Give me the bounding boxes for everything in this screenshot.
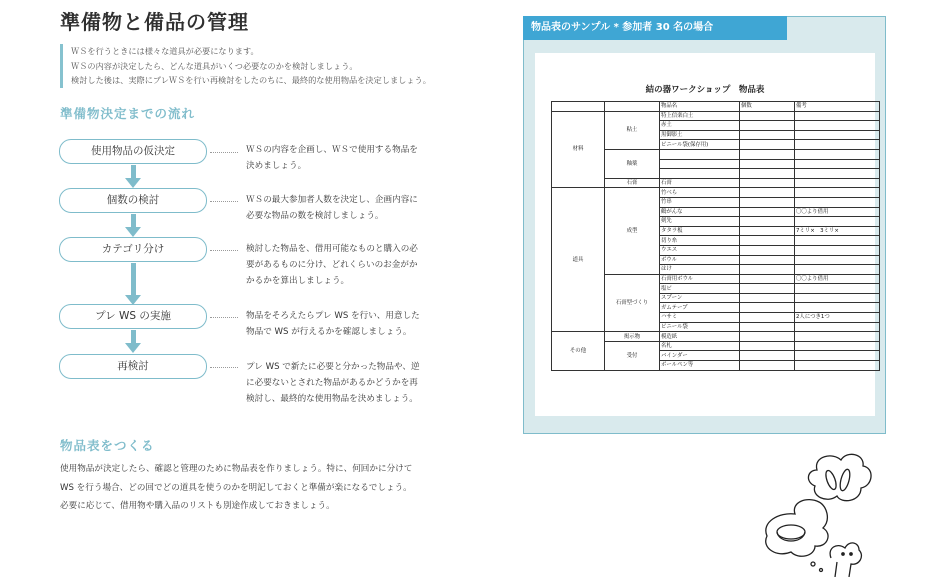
page-title: 準備物と備品の管理 [60, 10, 249, 34]
note-cell [795, 341, 880, 351]
note-cell [795, 265, 880, 275]
count-cell [740, 313, 795, 323]
note-cell [795, 121, 880, 131]
flow-arrow [131, 263, 136, 297]
intro-line: 検討した後は、実際にプレＷＳを行い再検討をしたのちに、最終的な使用物品を決定しましょう。 [71, 75, 431, 85]
subcategory-cell: 釉薬 [605, 149, 660, 178]
spatula-icon [838, 468, 851, 491]
note-cell [795, 197, 880, 207]
count-cell [740, 303, 795, 313]
count-cell [740, 255, 795, 265]
bowl-icon [777, 525, 805, 539]
flow-step-description: ＷＳの最大参加者人数を決定し、企画内容に必要な物品の数を検討しましょう。 [246, 195, 418, 221]
text-line: 必要に応じて、借用物や購入品のリストも別途作成しておきましょう。 [60, 501, 335, 511]
item-cell: 竹べら [660, 188, 740, 198]
flow-step-provisional-decision: 使用物品の仮決定 [59, 139, 207, 164]
text-line: 使用物品が決定したら、確認と管理のために物品表を作りましょう。特に、何回かに分けて [60, 464, 413, 474]
category-cell: 道具 [552, 188, 605, 332]
flow-step-description: プレ WS で新たに必要と分かった物品や、逆に必要ないとされた物品があるかどうかを再検討し、最終的な使用物品を決めましょう。 [246, 362, 420, 404]
item-cell: 石膏用ボウル [660, 274, 740, 284]
subcategory-cell: 掲示物 [605, 332, 660, 342]
subcategory-cell: 石膏型づくり [605, 274, 660, 332]
item-cell: 塩ビ [660, 284, 740, 294]
table-cell [605, 102, 660, 112]
note-cell [795, 255, 880, 265]
subcategory-cell: 成型 [605, 188, 660, 274]
flow-arrowhead [125, 227, 141, 237]
item-cell [660, 159, 740, 169]
note-cell [795, 245, 880, 255]
sheet-title: 結の器ワークショップ 物品表 [645, 85, 765, 95]
note-cell [795, 111, 880, 121]
item-cell: ボールペン等 [660, 361, 740, 371]
count-cell [740, 236, 795, 246]
item-cell [660, 149, 740, 159]
count-cell [740, 169, 795, 179]
count-cell [740, 274, 795, 284]
item-cell: バインダー [660, 351, 740, 361]
item-cell: ビニール袋 [660, 322, 740, 332]
count-cell [740, 217, 795, 227]
table-header-row [552, 102, 880, 112]
item-cell: 赤土 [660, 121, 740, 131]
item-cell [660, 169, 740, 179]
count-cell [740, 188, 795, 198]
item-cell: ハサミ [660, 313, 740, 323]
connector-line [210, 201, 238, 202]
intro-text [60, 44, 431, 88]
note-cell [795, 217, 880, 227]
count-cell [740, 121, 795, 131]
connector-line [210, 250, 238, 251]
count-cell [740, 130, 795, 140]
count-cell [740, 159, 795, 169]
dog-icon [830, 543, 861, 577]
intro-line: ＷＳの内容が決定したら、どんな道具がいくつ必要なのかを検討しましょう。 [71, 60, 358, 71]
flow-step-description: 検討した物品を、借用可能なものと購入の必要があるものに分け、どれくらいのお金がかかるかを算出しましょう。 [246, 244, 418, 286]
note-cell [795, 140, 880, 150]
goods-table [551, 101, 880, 371]
item-cell: 鶴がんな [660, 207, 740, 217]
item-cell: 切り糸 [660, 236, 740, 246]
flow-step-categorize: カテゴリ分け [59, 237, 207, 262]
spatula-icon [824, 469, 838, 491]
note-cell [795, 236, 880, 246]
count-cell [740, 265, 795, 275]
count-cell [740, 178, 795, 188]
note-cell [795, 293, 880, 303]
count-cell [740, 245, 795, 255]
list-section-text [60, 460, 412, 516]
item-cell: 剣先 [660, 217, 740, 227]
item-cell: タタラ板 [660, 226, 740, 236]
note-cell [795, 178, 880, 188]
category-cell: 材料 [552, 111, 605, 188]
flow-heading: 準備物決定までの流れ [60, 106, 196, 121]
count-cell [740, 140, 795, 150]
flow-step-reconsider: 再検討 [59, 354, 207, 379]
subcategory-cell: 粘土 [605, 111, 660, 149]
note-cell: 〇〇より借用 [795, 207, 880, 217]
item-cell: ウエス [660, 245, 740, 255]
item-cell: 模造紙 [660, 332, 740, 342]
count-cell [740, 226, 795, 236]
flow-step-pre-ws: プレ WS の実施 [59, 304, 207, 329]
connector-line [210, 367, 238, 368]
note-cell [795, 322, 880, 332]
count-cell [740, 322, 795, 332]
item-cell: 竹串 [660, 197, 740, 207]
subcategory-cell: 受付 [605, 341, 660, 370]
count-cell [740, 149, 795, 159]
note-cell [795, 130, 880, 140]
note-cell [795, 149, 880, 159]
item-cell: ビニール袋(保存用) [660, 140, 740, 150]
note-cell [795, 332, 880, 342]
column-header-note: 備考 [795, 102, 880, 112]
table-row [552, 111, 880, 121]
item-cell: ガムテープ [660, 303, 740, 313]
intro-line: ＷＳを行うときには様々な道具が必要になります。 [71, 46, 259, 56]
thought-bubble-icon [808, 454, 871, 500]
item-cell: 名札 [660, 341, 740, 351]
count-cell [740, 207, 795, 217]
item-cell: 特上信楽白土 [660, 111, 740, 121]
connector-line [210, 317, 238, 318]
flow-step-description: 物品をそろえたらプレ WS を行い、用意した物品で WS が行えるかを確認しましょう。 [246, 311, 420, 337]
count-cell [740, 197, 795, 207]
note-cell [795, 303, 880, 313]
note-cell [795, 351, 880, 361]
thinking-dog-illustration [755, 452, 905, 577]
table-row [552, 332, 880, 342]
connector-line [210, 152, 238, 153]
column-header-item: 物品名 [660, 102, 740, 112]
note-cell: 7ミリ× 3ミリ× [795, 226, 880, 236]
note-cell [795, 159, 880, 169]
flow-arrowhead [125, 343, 141, 353]
category-cell: その他 [552, 332, 605, 370]
thought-bubble-icon [766, 500, 828, 557]
note-cell [795, 361, 880, 371]
flow-arrowhead [125, 178, 141, 188]
count-cell [740, 111, 795, 121]
subcategory-cell: 石膏 [605, 178, 660, 188]
flow-step-description: ＷＳの内容を企画し、ＷＳで使用する物品を決めましょう。 [246, 145, 418, 171]
count-cell [740, 293, 795, 303]
count-cell [740, 351, 795, 361]
column-header-count: 個数 [740, 102, 795, 112]
text-line: WS を行う場合、どの回でどの道具を使うのかを明記しておくと準備が楽になるでしょう。 [60, 482, 412, 493]
table-cell [552, 102, 605, 112]
count-cell [740, 361, 795, 371]
sample-tag: 物品表のサンプル * 参加者 30 名の場合 [523, 16, 787, 40]
count-cell [740, 332, 795, 342]
table-row [552, 188, 880, 198]
note-cell [795, 188, 880, 198]
item-cell: スプーン [660, 293, 740, 303]
flow-step-quantity-review: 個数の検討 [59, 188, 207, 213]
note-cell [795, 284, 880, 294]
item-cell: 石膏 [660, 178, 740, 188]
note-cell: 2人につき1つ [795, 313, 880, 323]
count-cell [740, 341, 795, 351]
item-cell: ボウル [660, 255, 740, 265]
note-cell [795, 169, 880, 179]
count-cell [740, 284, 795, 294]
item-cell: 黒御影土 [660, 130, 740, 140]
item-cell: はけ [660, 265, 740, 275]
note-cell: 〇〇より借用 [795, 274, 880, 284]
list-section-heading: 物品表をつくる [60, 438, 155, 453]
